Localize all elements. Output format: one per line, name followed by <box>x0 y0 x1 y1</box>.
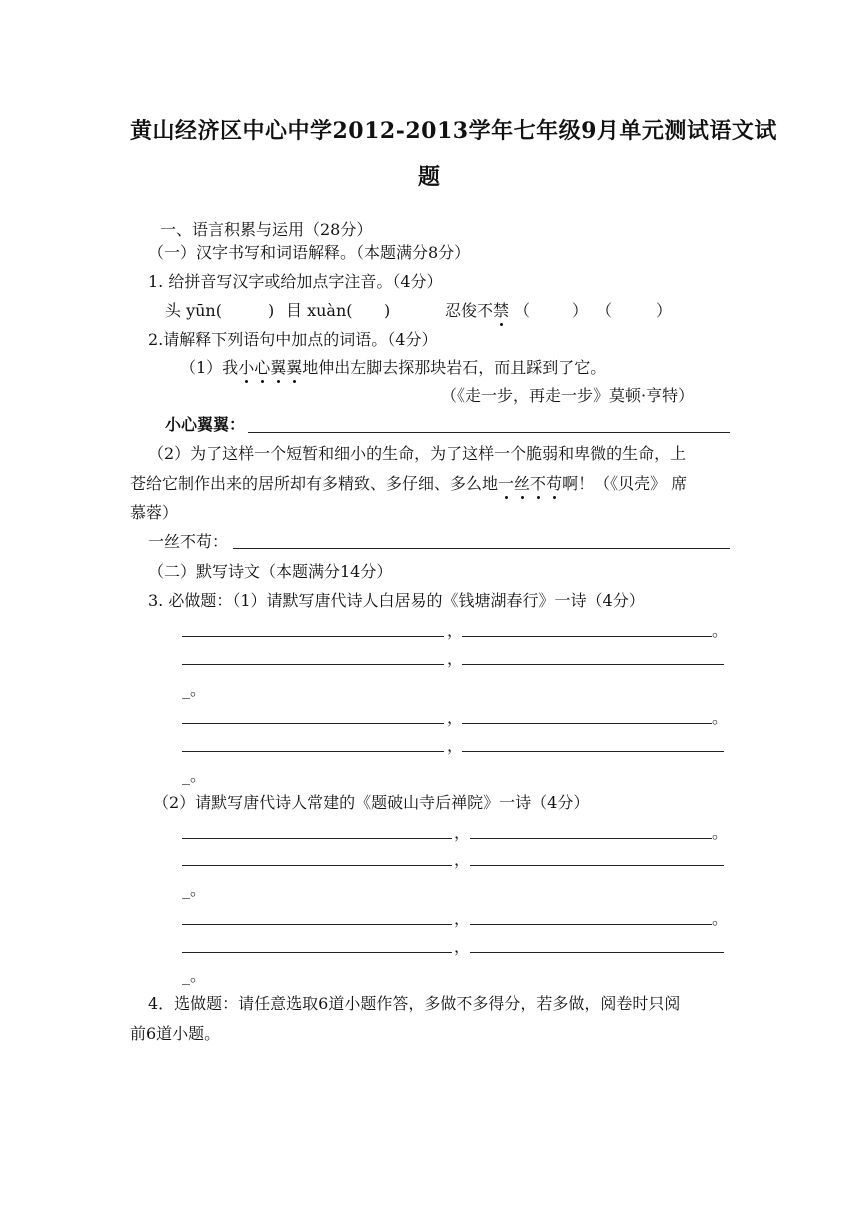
comma: ， <box>447 708 464 727</box>
sentence-text: （1）我 <box>180 358 239 377</box>
answer-paren-close-1: ） <box>572 301 589 320</box>
question-3-prompt: 3. 必做题：（1）请默写唐代诗人白居易的《钱塘湖春行》一诗（4分） <box>148 591 645 610</box>
dotted-char: 翼 <box>270 358 287 377</box>
question-4-line2: 前6道小题。 <box>130 1024 221 1043</box>
dotted-char: 小 <box>238 358 255 377</box>
line-tail: _。 <box>182 766 207 785</box>
section-heading: 一、语言积累与运用（28分） <box>160 220 373 239</box>
comma: ， <box>454 937 471 956</box>
period: 。 <box>712 708 729 727</box>
line-tail: _。 <box>182 880 207 899</box>
question-2-sentence-2-line3: 慕蓉） <box>130 503 179 522</box>
sentence-1-source: （《走一步，再走一步》莫顿·亨特） <box>441 386 695 405</box>
subsection-heading: （二）默写诗文（本题满分14分） <box>148 562 393 581</box>
question-3-part-2-prompt: （2）请默写唐代诗人常建的《题破山寺后禅院》一诗（4分） <box>153 793 590 812</box>
dotted-char: 禁 <box>493 301 510 320</box>
page-title-continued: 题 <box>418 164 441 190</box>
question-2-sentence-1 <box>180 358 606 378</box>
comma: ， <box>447 649 464 668</box>
poem-line-blank[interactable] <box>462 664 724 665</box>
question-1-item-c <box>445 301 509 321</box>
question-2-sentence-2-line1: （2）为了这样一个短暂和细小的生命，为了这样一个脆弱和卑微的生命，上 <box>148 444 687 463</box>
dotted-char: 心 <box>254 358 271 377</box>
poem-line-blank[interactable] <box>182 723 444 724</box>
question-1-item-a: 头 yūn( <box>165 301 222 320</box>
dotted-char: 翼 <box>286 358 303 377</box>
poem-line-blank[interactable] <box>182 865 452 866</box>
answer-label-1: 小心翼翼： <box>165 415 246 434</box>
poem-line-blank[interactable] <box>470 924 712 925</box>
poem-line-blank[interactable] <box>182 838 452 839</box>
answer-paren-open-1: （ <box>514 301 531 320</box>
line-tail: _。 <box>182 680 207 699</box>
poem-line-blank[interactable] <box>182 924 452 925</box>
poem-line-blank[interactable] <box>182 751 444 752</box>
period: 。 <box>712 621 729 640</box>
sentence-text: 啊！（《贝壳》 席 <box>562 474 688 493</box>
dotted-char: 一 <box>498 474 515 493</box>
answer-line[interactable] <box>248 432 730 433</box>
poem-line-blank[interactable] <box>470 865 724 866</box>
comma: ， <box>447 736 464 755</box>
poem-line-blank[interactable] <box>462 636 712 637</box>
sentence-text: 苍给它制作出来的居所却有多精致、多仔细、多么地 <box>130 474 499 493</box>
answer-label-2: 一丝不苟： <box>148 532 229 551</box>
period: 。 <box>712 909 729 928</box>
question-1-item-a-close: ) <box>268 301 275 320</box>
dotted-char: 不 <box>530 474 547 493</box>
poem-line-blank[interactable] <box>462 723 712 724</box>
comma: ， <box>454 850 471 869</box>
comma: ， <box>454 909 471 928</box>
question-1-item-c-text: 忍俊不 <box>445 301 494 320</box>
poem-line-blank[interactable] <box>470 838 712 839</box>
comma: ， <box>447 621 464 640</box>
period: 。 <box>712 823 729 842</box>
dotted-char: 丝 <box>514 474 531 493</box>
question-2-sentence-2-line2 <box>130 474 687 494</box>
page-title: 黄山经济区中心中学2012-2013学年七年级9月单元测试语文试 <box>130 118 777 144</box>
dotted-char: 苟 <box>546 474 563 493</box>
poem-line-blank[interactable] <box>470 952 724 953</box>
line-tail: _。 <box>182 966 207 985</box>
subsection-heading: （一）汉字书写和词语解释。（本题满分8分） <box>148 243 471 262</box>
question-1-item-b: 目 xuàn( <box>286 301 353 320</box>
answer-paren-open-2: （ <box>596 301 613 320</box>
answer-paren-close-2: ） <box>656 301 673 320</box>
poem-line-blank[interactable] <box>182 952 452 953</box>
answer-line[interactable] <box>233 548 730 549</box>
poem-line-blank[interactable] <box>462 751 724 752</box>
question-4-line1: 4．选做题：请任意选取6道小题作答，多做不多得分，若多做，阅卷时只阅 <box>148 994 681 1013</box>
poem-line-blank[interactable] <box>182 664 444 665</box>
question-2-prompt: 2.请解释下列语句中加点的词语。（4分） <box>148 330 438 349</box>
sentence-text: 地伸出左脚去探那块岩石，而且踩到了它。 <box>302 358 607 377</box>
question-1-item-b-close: ) <box>384 301 391 320</box>
poem-line-blank[interactable] <box>182 636 444 637</box>
question-1-prompt: 1. 给拼音写汉字或给加点字注音。（4分） <box>148 272 443 291</box>
comma: ， <box>454 823 471 842</box>
